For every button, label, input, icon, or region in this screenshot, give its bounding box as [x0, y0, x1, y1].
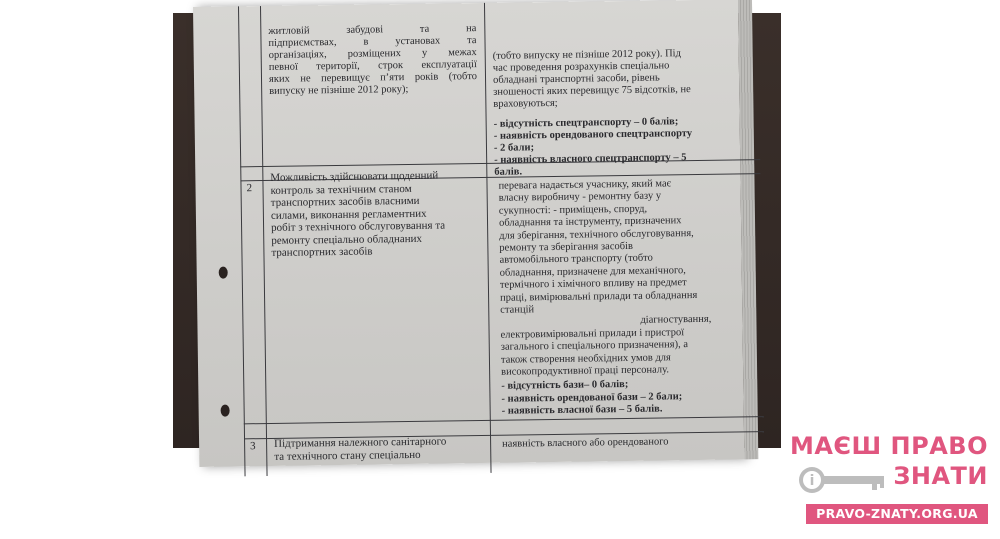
score-line: - 2 бали; [493, 142, 535, 154]
text-line: також створення необхідних умов для [500, 352, 671, 366]
text-line: час проведення розрахунків спеціально [492, 60, 670, 74]
punch-hole-icon [221, 405, 230, 417]
table-column-divider [260, 6, 268, 476]
document-page [193, 0, 744, 467]
text-line: Можливість здійснювати щоденний [270, 169, 439, 184]
row2-number: 2 [246, 182, 253, 195]
logo-title-line2: ЗНАТИ [893, 462, 988, 490]
row2-description [498, 177, 757, 379]
text-line: Підтримання належного санітарного [274, 435, 447, 450]
document-photo [173, 13, 781, 463]
text-line: автомобільного транспорту (тобто [499, 253, 653, 267]
text-line: обладнання та інструменту, призначених [498, 215, 682, 229]
text-line: яких не перевищує п’яти років (тобто [268, 71, 478, 85]
score-line: - відсутність спецтранспорту – 0 балів; [493, 116, 679, 130]
key-icon [796, 464, 888, 496]
text-line: сукупності: - приміщень, споруд, [498, 203, 648, 217]
text-line: випуску не пізніше 2012 року); [269, 84, 409, 97]
text-line: перевага надається учаснику, який має [498, 178, 672, 192]
text-line: враховуються; [493, 97, 558, 110]
text-line: ремонту та зберігання засобів [499, 240, 633, 254]
text-line: транспортних засобів [271, 245, 373, 259]
svg-text:i: i [809, 473, 815, 489]
score-line: - наявність орендованої бази – 2 бали; [501, 390, 683, 405]
text-line: житловій забудові та на [268, 23, 477, 37]
text-line: високопродуктивної праці персоналу. [501, 364, 670, 378]
row3-number: 3 [250, 440, 256, 453]
text-line: обладнання, призначене для механічного, [499, 264, 686, 279]
text-line: термічного і хімічного впливу на предмет [499, 277, 687, 291]
text-line: електровимірювальні прилади і пристрої [500, 327, 685, 341]
text-line: для зберігання, технічного обслуговування, [499, 227, 694, 242]
text-line: праці, вимірювальні прилади та обладнання [500, 289, 698, 304]
punch-hole-icon [219, 267, 228, 279]
text-line: (тобто випуску не пізніше 2012 року). Під [492, 48, 681, 62]
row1-scoring [494, 115, 755, 179]
row2-scoring [501, 377, 757, 418]
table-border-left [238, 6, 246, 476]
criteria-table [238, 0, 765, 476]
score-line: балів. [494, 166, 523, 178]
row2-criterion [270, 169, 483, 259]
score-line: - наявність власного спецтранспорту – 5 [494, 152, 687, 166]
text-line: обладнані транспортні засоби, рівень [492, 72, 660, 86]
text-line: робіт з технічного обслуговування та [271, 219, 446, 234]
text-line: зношеності яких перевищує 75 відсотків, не [493, 84, 691, 98]
pravo-znaty-logo[interactable] [789, 432, 992, 528]
logo-url-banner[interactable]: PRAVO-ZNATY.ORG.UA [806, 504, 988, 524]
text-line: транспортних засобів власними [270, 194, 420, 209]
text-line: діагностування, [640, 314, 712, 327]
text-line: власну виробничу - ремонтну базу у [498, 190, 662, 205]
text-line: організаціях, розміщених у межах [268, 47, 477, 61]
score-line: - відсутність бази– 0 балів; [501, 378, 629, 392]
table-column-divider [484, 3, 492, 473]
text-line: ремонту спеціально обладнаних [271, 232, 423, 247]
row3-criterion [274, 435, 486, 464]
text-line: наявність власного або орендованого [502, 436, 669, 450]
text-line: станцій [500, 304, 535, 316]
row3-description [502, 435, 758, 451]
text-line: та технічного стану спеціально [274, 448, 421, 463]
text-line: певної території, строк експлуатації [268, 59, 477, 73]
row1-description [493, 47, 748, 111]
logo-title-line1: МАЄШ ПРАВО [789, 432, 988, 460]
text-line: підприємствах, в установах та [268, 35, 477, 49]
text-line: контроль за технічним станом [270, 182, 412, 197]
score-line: - наявність власної бази – 5 балів. [501, 403, 663, 417]
text-line: загального і спеціального призначення), а [500, 339, 689, 354]
text-line: силами, виконання регламентних [270, 207, 427, 222]
row1-criterion [268, 23, 477, 98]
score-line: - наявність орендованого спецтранспорту [493, 128, 693, 142]
